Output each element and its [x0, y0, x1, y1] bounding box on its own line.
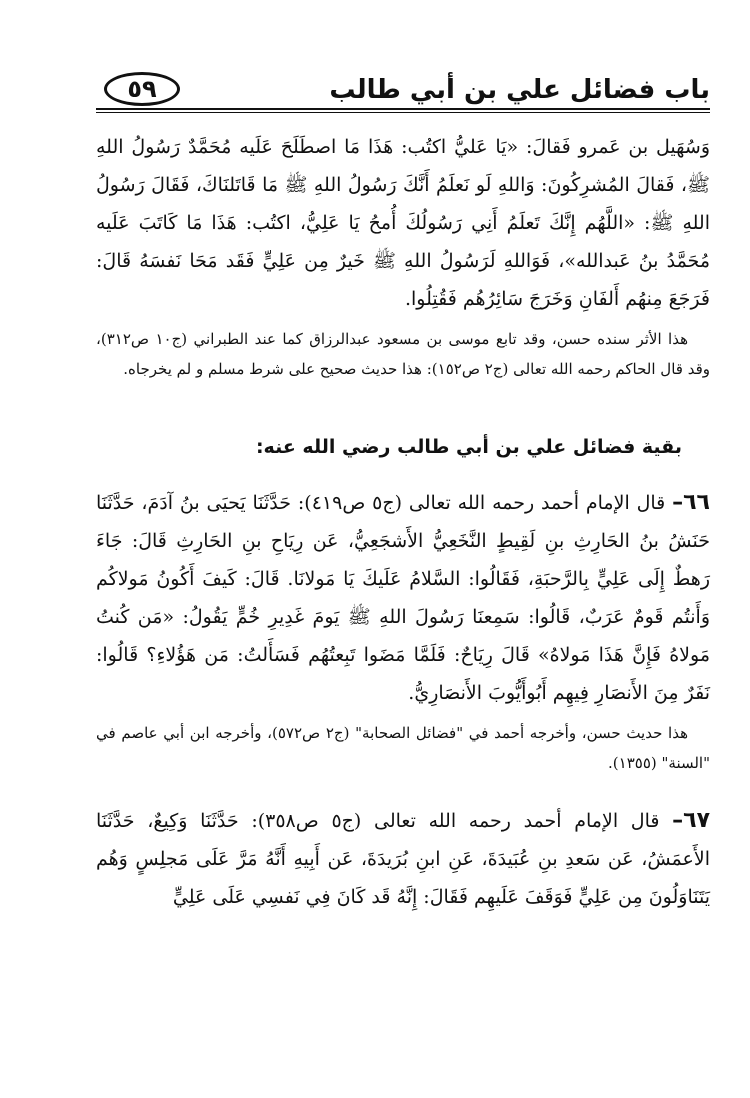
page-header: [96, 70, 710, 130]
hadith-gap: [96, 778, 710, 802]
section-gap: [96, 384, 710, 432]
chapter-title: باب فضائل علي بن أبي طالب: [329, 75, 710, 105]
hadith-67: [96, 802, 710, 916]
continuation-text: وَسُهَيل بن عَمرو فَقالَ: «يَا عَليُّ اكتُب: هَذَا مَا اصطَلَحَ عَلَيه مُحَمَّدٌ رَسُولُ اللهِ ﷺ، فَقالَ المُشرِكُونَ: وَاللهِ لَو نَعلَمُ أَنَّكَ رَسُولُ اللهِ ﷺ مَا قَاتَلنَاكَ، فَقَالَ رَسُولُ اللهِ ﷺ: «اللَّهُم إِنَّكَ تَعلَمُ أَنِي رَسُولُكَ أُمحُ يَا عَلِيُّ، اكتُب: هَذَا مَا كَاتَبَ عَلَيه مُحَمَّدُ بنُ عَبدالله»، فَوَاللهِ لَرَسُولُ اللهِ ﷺ خَيرٌ مِن عَلِيٍّ فَقَد مَحَا نَفسَهُ قَالَ: فَرَجَعَ مِنهُم أَلفَانِ وَخَرَجَ سَائِرُهُم فَقُتِلُوا.: [96, 136, 710, 310]
page-content: [96, 128, 710, 916]
hadith-text: قال الإمام أحمد رحمه الله تعالى (ج٥ ص٣٥٨): حَدَّثَنَا وَكِيعٌ، حَدَّثَنَا الأَعمَشُ، عَن سَعدِ بنِ عُبَيدَةَ، عَنِ ابنِ بُرَيدَةَ، عَن أَبِيهِ أَنَّهُ مَرَّ عَلَى مَجلِسٍ وَهُم يَتَنَاوَلُونَ مِن عَلِيٍّ فَوَقَفَ عَلَيهِم فَقَالَ: إِنَّهُ قَد كَانَ فِي نَفسِي عَلَى عَلِيٍّ: [96, 810, 710, 908]
header-rule: [96, 108, 710, 110]
header-rule-thin: [96, 112, 710, 113]
hadith-number: ٦٧–: [672, 808, 711, 833]
section-heading: بقية فضائل علي بن أبي طالب رضي الله عنه:: [255, 436, 682, 458]
hadith-66-note: هذا حديث حسن، وأخرجه أحمد في "فضائل الصحابة" (ج٢ ص٥٧٢)، وأخرجه ابن أبي عاصم في "السنة" (١٣٥٥).: [96, 724, 710, 772]
hadith-66: [96, 484, 710, 712]
page-number-text: ٥٩: [127, 75, 157, 103]
heading-gap: [96, 462, 710, 484]
page-number: [104, 72, 180, 106]
hadith-text: قال الإمام أحمد رحمه الله تعالى (ج٥ ص٤١٩): حَدَّثَنَا يَحيَى بنُ آدَمَ، حَدَّثَنَا حَنَشُ بنُ الحَارِثِ بنِ لَقِيطٍ النَّخَعِيُّ الأَشجَعِيُّ، عَن رِيَاحِ بنِ الحَارِثِ قَالَ: جَاءَ رَهطٌ إِلَى عَلِيٍّ بِالرَّحبَةِ، فَقَالُوا: السَّلامُ عَلَيكَ يَا مَولانَا. قَالَ: كَيفَ أَكُونُ مَولاكُم وَأَنتُم قَومٌ عَرَبٌ، قَالُوا: سَمِعنَا رَسُولَ اللهِ ﷺ يَومَ غَدِيرِ خُمٍّ يَقُولُ: «مَن كُنتُ مَولاهُ فَإِنَّ هَذَا مَولاهُ» قَالَ رِيَاحٌ: فَلَمَّا مَضَوا تَبِعتُهُم فَسَأَلتُ: مَن هَؤُلاءِ؟ قَالُوا: نَفَرٌ مِنَ الأَنصَارِ فِيهِم أَبُوأَيُّوبَ الأَنصَارِيُّ.: [96, 492, 710, 704]
continuation-note: هذا الأثر سنده حسن، وقد تابع موسى بن مسعود عبدالرزاق كما عند الطبراني (ج١٠ ص٣١٢)، وقد قال الحاكم رحمه الله تعالى (ج٢ ص١٥٢): هذا حديث صحيح على شرط مسلم و لم يخرجاه.: [96, 330, 710, 378]
hadith-number: ٦٦–: [672, 490, 710, 515]
